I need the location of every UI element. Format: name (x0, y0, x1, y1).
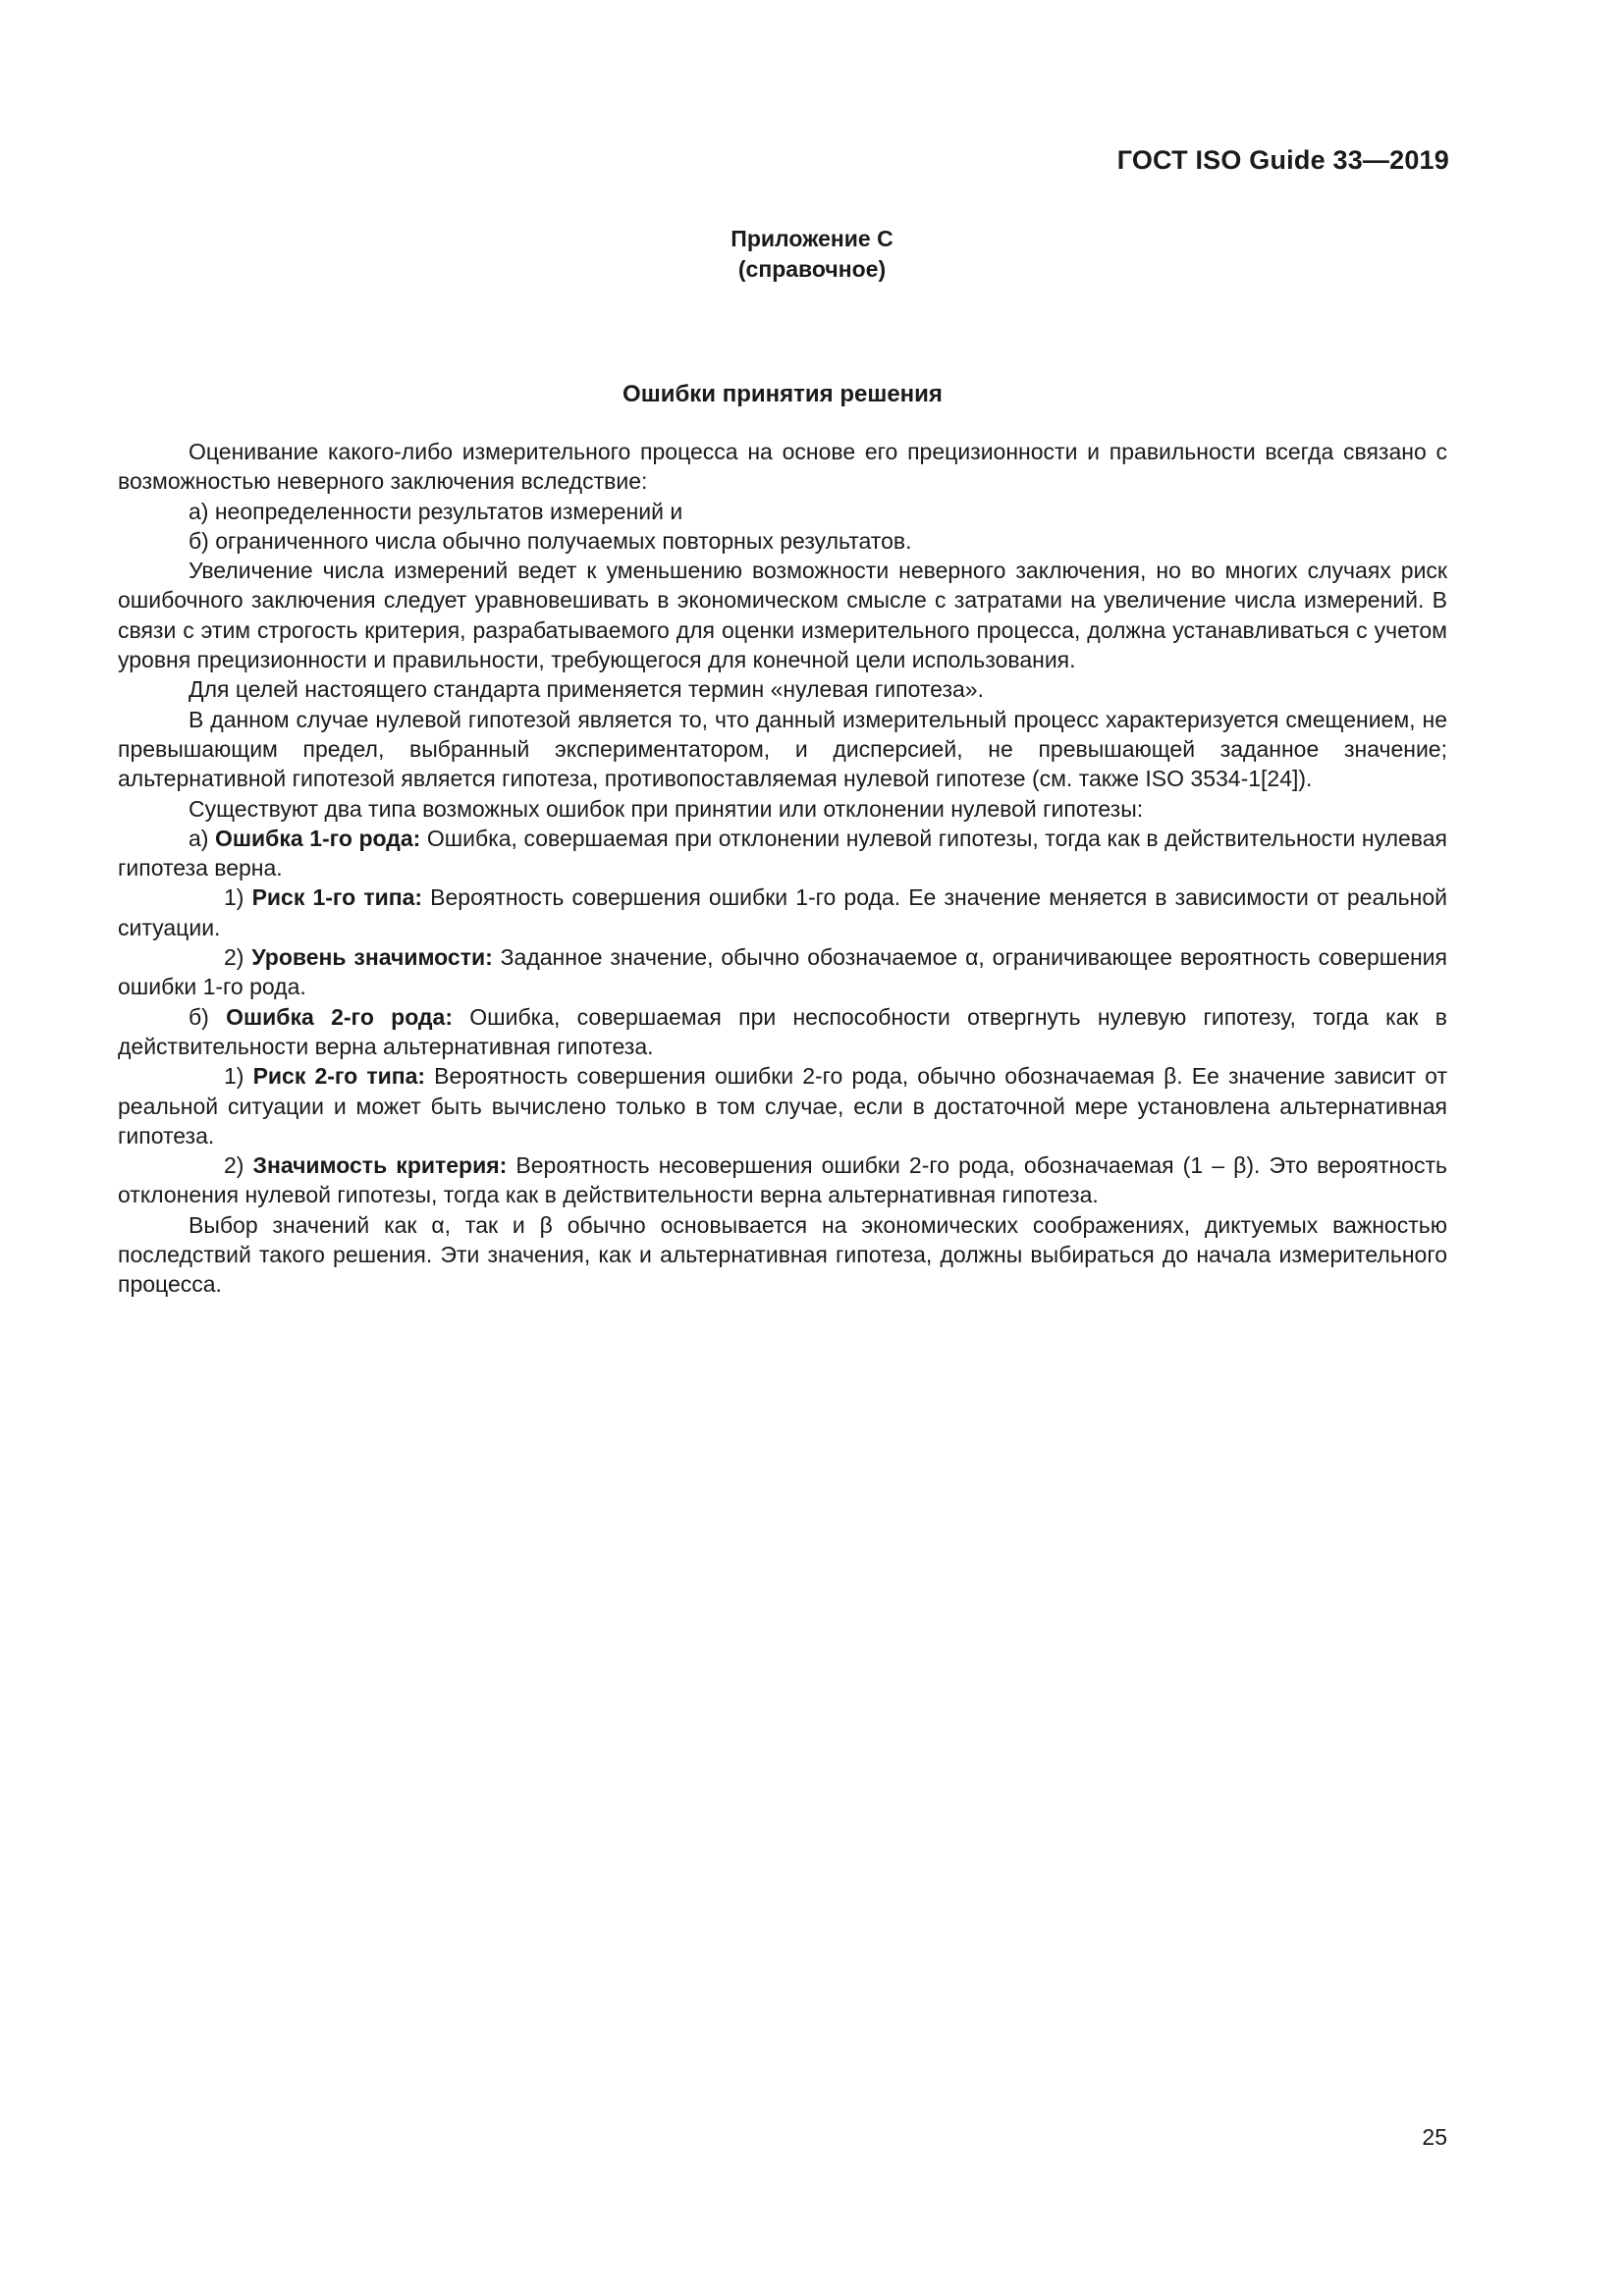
definition-text: Ошибка, совершаемая при неспособности отвергнуть нулевую гипотезу, тогда как в действительности верна альтернативная гипотеза. (118, 1003, 1447, 1059)
term-label: Ошибка 1-го рода: (214, 825, 421, 851)
annex-heading (0, 224, 1624, 285)
definition-subitem (118, 942, 1447, 1002)
paragraph: Оценивание какого-либо измерительного процесса на основе его прецизионности и правильности всегда связано с возможностью неверного заключения вследствие: (118, 439, 1447, 495)
definition-item (118, 1002, 1447, 1062)
list-item: а) неопределенности результатов измерений и (189, 498, 683, 524)
definition-text: Ошибка, совершаемая при отклонении нулевой гипотезы, тогда как в действительности нулевая гипотеза верна. (118, 825, 1447, 881)
definition-text: Вероятность совершения ошибки 1-го рода. Ее значение меняется в зависимости от реальной ситуации. (118, 884, 1448, 940)
paragraph: Существуют два типа возможных ошибок при принятии или отклонении нулевой гипотезы: (189, 795, 1144, 822)
document-code: ГОСТ ISO Guide 33—2019 (1116, 145, 1449, 175)
definition-item (118, 824, 1447, 883)
definition-text: Вероятность несовершения ошибки 2-го рода, обозначаемая (1 – β). Это вероятность отклонения нулевой гипотезы, тогда как в действительности верна альтернативная гипотеза. (118, 1152, 1447, 1208)
paragraph: Выбор значений как α, так и β обычно основывается на экономических соображениях, диктуемых важностью последствий такого решения. Эти значения, как и альтернативная гипотеза, должны выбираться до начала измерительного процесса. (118, 1211, 1447, 1298)
item-marker: 1) (224, 884, 252, 911)
item-marker: 1) (224, 1063, 253, 1090)
page-number: 25 (1422, 2124, 1447, 2150)
paragraph: В данном случае нулевой гипотезой является то, что данный измерительный процесс характеризуется смещением, не превышающим предел, выбранный экспериментатором, и дисперсией, не превышающей заданное значение; альтернативной гипотезой является гипотеза, противопоставляемая нулевой гипотезе (см. также ISO 3534-1[24]). (118, 706, 1447, 792)
body-text (118, 437, 1447, 1300)
section-title: Ошибки принятия решения (623, 381, 943, 407)
annex-label: Приложение С (731, 226, 893, 251)
item-marker: а) (189, 825, 215, 851)
term-label: Уровень значимости: (251, 944, 493, 971)
term-label: Значимость критерия: (252, 1152, 508, 1179)
definition-subitem (118, 1150, 1447, 1210)
definition-subitem (118, 882, 1447, 942)
list-item: б) ограниченного числа обычно получаемых повторных результатов. (189, 527, 912, 554)
paragraph: Для целей настоящего стандарта применяется термин «нулевая гипотеза». (189, 676, 984, 703)
annex-status: (справочное) (737, 256, 887, 282)
item-marker: 2) (224, 1152, 253, 1179)
term-label: Риск 1-го типа: (251, 884, 423, 911)
term-label: Риск 2-го типа: (252, 1063, 426, 1090)
paragraph: Увеличение числа измерений ведет к уменьшению возможности неверного заключения, но во многих случаях риск ошибочного заключения следует уравновешивать в экономическом смысле с затратами на увеличение числа измерений. В связи с этим строгость критерия, разрабатываемого для оценки измерительного процесса, должна устанавливаться с учетом уровня прецизионности и правильности, требующегося для конечной цели использования. (118, 558, 1447, 673)
item-marker: б) (189, 1003, 227, 1030)
definition-subitem (118, 1061, 1447, 1150)
term-label: Ошибка 2-го рода: (226, 1003, 453, 1030)
definition-text: Вероятность совершения ошибки 2-го рода, обычно обозначаемая β. Ее значение зависит от реальной ситуации и может быть вычислено только в том случае, если в достаточной мере установлена альтернативная гипотеза. (118, 1063, 1447, 1148)
item-marker: 2) (224, 944, 252, 971)
definition-text: Заданное значение, обычно обозначаемое α, ограничивающее вероятность совершения ошибки 1-го рода. (118, 944, 1447, 1000)
